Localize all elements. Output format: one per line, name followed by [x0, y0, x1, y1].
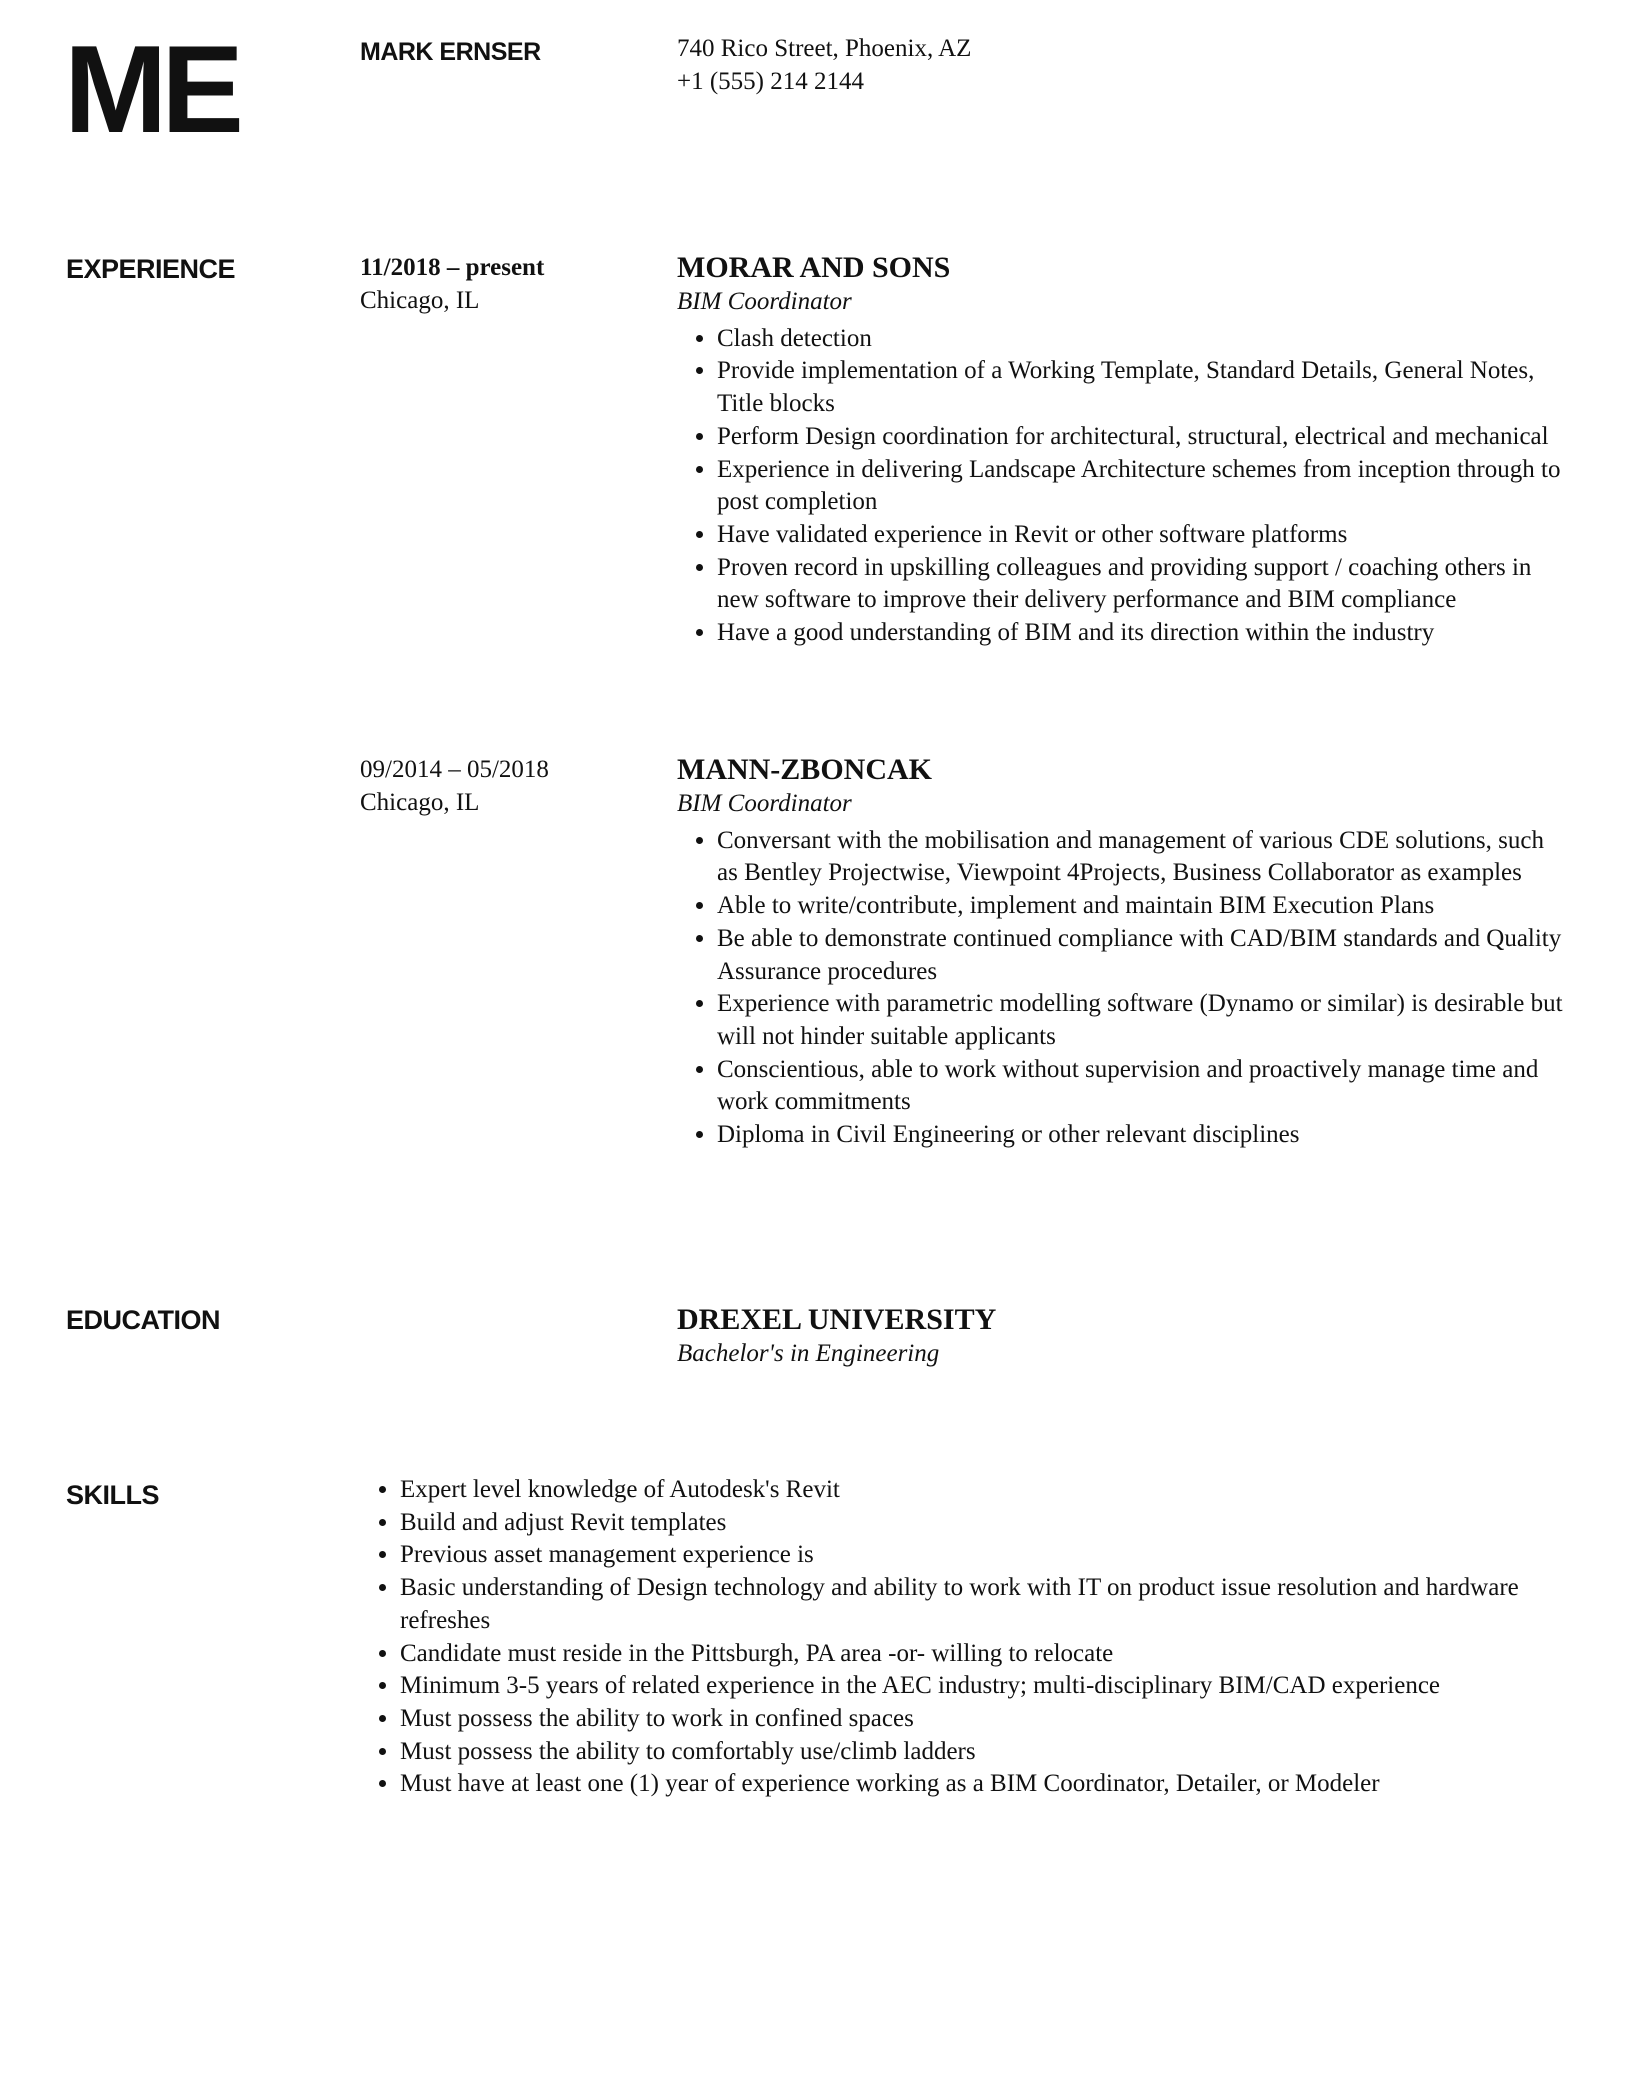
phone: +1 (555) 214 2144: [677, 67, 864, 95]
list-item: • Able to write/contribute, implement and maintain BIM Execution Plans: [717, 890, 1567, 923]
list-item: • Proven record in upskilling colleagues and providing support / coaching others in new software to improve their delivery performance and BIM compliance: [717, 552, 1567, 617]
candidate-name: MARK ERNSER: [360, 38, 541, 66]
degree: Bachelor's in Engineering: [677, 1340, 940, 1367]
list-item: • Experience in delivering Landscape Architecture schemes from inception through to post completion: [717, 454, 1567, 519]
list-item: • Basic understanding of Design technology and ability to work with IT on product issue resolution and hardware refreshes: [400, 1572, 1560, 1637]
section-label-skills: SKILLS: [66, 1480, 160, 1510]
job-meta-1: [360, 252, 544, 317]
list-item: • Experience with parametric modelling software (Dynamo or similar) is desirable but will not hinder suitable applicants: [717, 988, 1567, 1053]
job-entry-1: [677, 250, 1567, 650]
job-entry-2: [677, 752, 1567, 1152]
job-bullets: [677, 825, 1567, 1152]
list-item: • Minimum 3-5 years of related experience in the AEC industry; multi-disciplinary BIM/CAD experience: [400, 1670, 1560, 1703]
list-item: • Have validated experience in Revit or other software platforms: [717, 519, 1567, 552]
job-role: BIM Coordinator: [677, 790, 852, 817]
address: 740 Rico Street, Phoenix, AZ: [677, 35, 972, 62]
job-location: Chicago, IL: [360, 286, 480, 314]
list-item: • Conversant with the mobilisation and management of various CDE solutions, such as Bentley Projectwise, Viewpoint 4Projects, Business Collaborator as examples: [717, 825, 1567, 890]
list-item: • Must have at least one (1) year of experience working as a BIM Coordinator, Detailer, or Modeler: [400, 1768, 1560, 1801]
skills-list-wrap: [360, 1474, 1560, 1801]
job-location: Chicago, IL: [360, 788, 480, 816]
list-item: • Diploma in Civil Engineering or other relevant disciplines: [717, 1119, 1567, 1152]
list-item: • Conscientious, able to work without supervision and proactively manage time and work commitments: [717, 1054, 1567, 1119]
job-dates: 11/2018 – present: [360, 254, 545, 281]
skills-list: [360, 1474, 1560, 1801]
job-dates: 09/2014 – 05/2018: [360, 756, 549, 783]
company-name: MORAR AND SONS: [677, 251, 951, 284]
list-item: • Build and adjust Revit templates: [400, 1507, 1560, 1540]
job-meta-2: [360, 754, 549, 819]
education-entry: [677, 1302, 1567, 1371]
list-item: • Candidate must reside in the Pittsburgh, PA area -or- willing to relocate: [400, 1638, 1560, 1671]
list-item: • Provide implementation of a Working Template, Standard Details, General Notes, Title blocks: [717, 355, 1567, 420]
initials-logo: ME: [64, 21, 238, 159]
job-bullets: [677, 323, 1567, 650]
section-label-education: EDUCATION: [66, 1305, 220, 1335]
list-item: • Have a good understanding of BIM and its direction within the industry: [717, 617, 1567, 650]
list-item: • Expert level knowledge of Autodesk's Revit: [400, 1474, 1560, 1507]
contact-info: [677, 33, 971, 98]
school-name: DREXEL UNIVERSITY: [677, 1303, 997, 1336]
list-item: • Be able to demonstrate continued compliance with CAD/BIM standards and Quality Assurance procedures: [717, 923, 1567, 988]
company-name: MANN-ZBONCAK: [677, 753, 932, 786]
list-item: • Clash detection: [717, 323, 1567, 356]
list-item: • Must possess the ability to comfortably use/climb ladders: [400, 1736, 1560, 1769]
list-item: • Perform Design coordination for architectural, structural, electrical and mechanical: [717, 421, 1567, 454]
list-item: • Previous asset management experience is: [400, 1539, 1560, 1572]
list-item: • Must possess the ability to work in confined spaces: [400, 1703, 1560, 1736]
section-label-experience: EXPERIENCE: [66, 254, 236, 284]
job-role: BIM Coordinator: [677, 288, 852, 315]
